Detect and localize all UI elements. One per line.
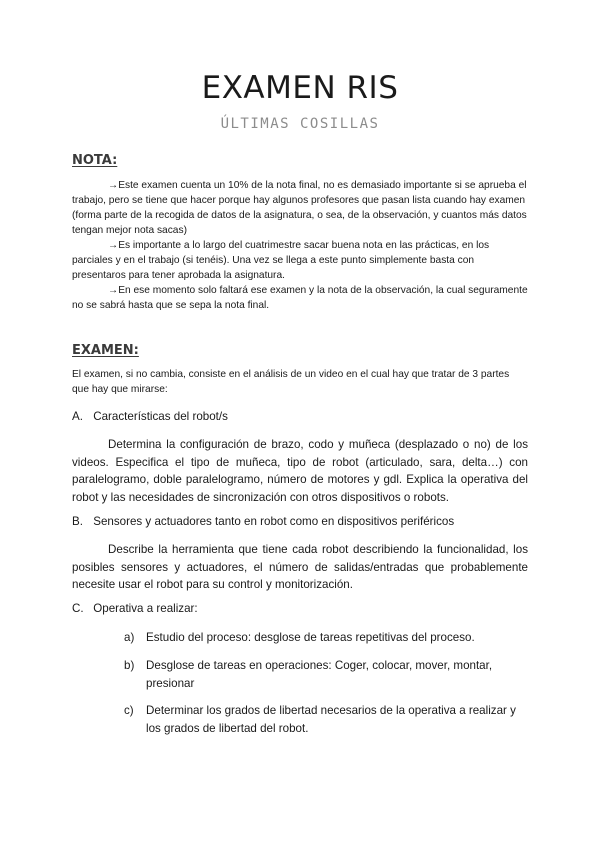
part-c-item [124,702,529,737]
nota-heading: NOTA: [72,153,118,168]
part-a-text [72,436,528,506]
examen-intro-text: El examen, si no cambia, consiste en el análisis de un video en el cual hay que tratar de 3 partes que hay que mirarse: [72,369,510,395]
nota-section [72,178,528,313]
part-c-item [124,629,529,647]
document-subtitle: ÚLTIMAS COSILLAS [220,116,380,132]
examen-intro [72,367,528,397]
part-b-marker: B. [72,515,83,528]
part-a-label: Características del robot/s [93,410,228,423]
part-c-item-marker: c) [124,704,134,717]
examen-heading: EXAMEN: [72,343,139,358]
part-c-label: Operativa a realizar: [93,602,198,615]
part-a-paragraph: Determina la configuración de brazo, codo y muñeca (desplazado o no) de los videos. Especifica el tipo de muñeca, tipo de robot (articulado, sara, delta…) con paralelogramo, doble paralelogramo, número de motores y gdl. Explica la operativa del robot y las necesidades de sincronización con otros dispositivos o robots. [72,438,528,504]
document-title: EXAMEN RIS [201,70,399,106]
part-b-paragraph: Describe la herramienta que tiene cada robot describiendo la funcionalidad, los posibles sensores y actuadores, el número de salidas/entradas que probablemente necesite usar el robot para su control y monitorización. [72,543,528,592]
part-c-item-text: Estudio del proceso: desglose de tareas repetitivas del proceso. [146,631,475,644]
part-c-item-marker: b) [124,659,135,672]
nota-paragraph: →Es importante a lo largo del cuatrimestre sacar buena nota en las prácticas, en los parciales y en el trabajo (si tenéis). Una vez se llega a este punto simplemente basta con presentaros para tener aprobada la asignatura. [72,240,490,281]
part-c-marker: C. [72,602,84,615]
nota-paragraph: →Este examen cuenta un 10% de la nota final, no es demasiado importante si se aprueba el trabajo, pero se tiene que hacer porque hay algunos profesores que pasan lista cuando hay examen (forma parte de la recogida de datos de la asignatura, o sea, de la observación, y cuantos más datos tengan mejor nota sacas) [72,180,527,236]
part-a-heading [72,410,228,423]
nota-paragraph: →En ese momento solo faltará ese examen y la nota de la observación, la cual seguramente no se sabrá hasta que se sepa la nota final. [72,285,528,311]
part-c-item-text: Determinar los grados de libertad necesarios de la operativa a realizar y los grados de libertad del robot. [146,704,516,735]
part-c-item-text: Desglose de tareas en operaciones: Coger, colocar, mover, montar, presionar [146,659,493,690]
part-b-label: Sensores y actuadores tanto en robot como en dispositivos periféricos [93,515,455,528]
part-c-item [124,657,529,692]
part-c-heading [72,602,198,615]
part-b-text [72,541,528,594]
part-c-item-marker: a) [124,631,135,644]
part-b-heading [72,515,454,528]
part-a-marker: A. [72,410,83,423]
